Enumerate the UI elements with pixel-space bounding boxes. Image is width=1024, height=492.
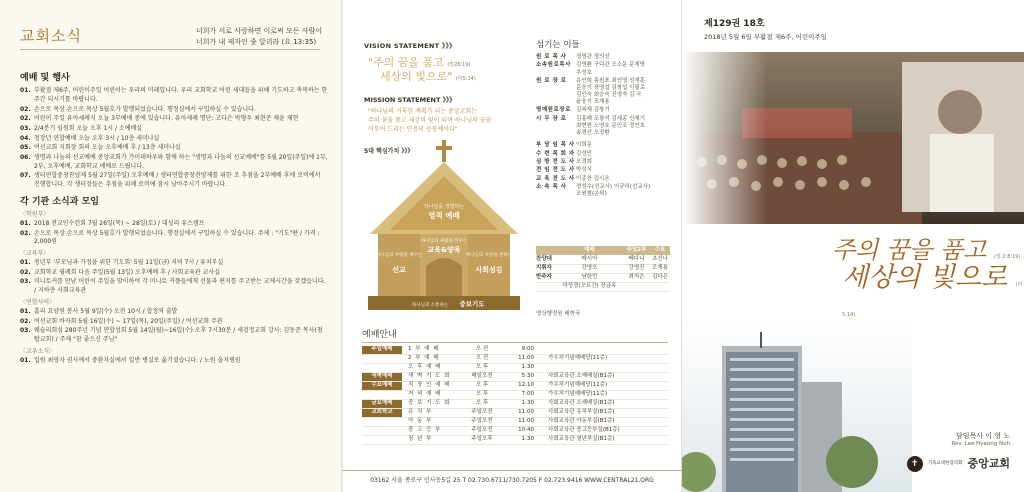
issue-number: 제129권 18호: [704, 19, 765, 29]
item-number: 03.: [20, 327, 31, 335]
item-number: 05.: [20, 144, 31, 152]
service-row: [362, 391, 668, 400]
duty-cell: 강영오: [556, 264, 623, 273]
service-category: 새벽예배: [362, 373, 402, 381]
duty-cell: [623, 282, 650, 291]
church-door: [426, 258, 462, 296]
service-place: 사회교육관 유치부실(B1층): [548, 409, 615, 416]
service-row: [362, 373, 668, 382]
core-values-heading: 5대 핵심가치 》》》: [364, 148, 414, 155]
news-item: [20, 318, 328, 327]
service-when: 주일오후: [471, 436, 493, 443]
denomination-label: 기독교대한감리회: [927, 460, 963, 466]
officer-role: 소속원로목사: [536, 62, 571, 69]
officer-row: [536, 116, 670, 137]
news-title: 교회소식: [20, 27, 82, 45]
service-row: [362, 355, 668, 364]
service-category: [362, 355, 402, 363]
service-category: [362, 418, 402, 426]
officer-role: 소 속 목 사: [536, 184, 567, 191]
service-name: 아 동 부: [408, 418, 433, 425]
service-name: 1 부 예 배: [408, 346, 440, 353]
mission-heading: MISSION STATEMENT 》》》: [364, 96, 456, 104]
left-label: 선교: [392, 266, 406, 274]
pastor-info: [951, 432, 1010, 449]
officer-role: 시 무 장 로: [536, 115, 567, 122]
vision-ref: (빌28:19): [447, 62, 471, 68]
officer-row: [536, 62, 670, 76]
item-text: 홈리 요양원 봉사 5월 9일(수) 오전 10시 / 합정역 출발: [34, 307, 178, 315]
news-item: [20, 106, 328, 115]
service-place: 사회교육관 소예배실(B1층): [548, 400, 615, 407]
officer-names: 김복재 김창기: [576, 107, 610, 114]
item-text: 어린이 주일 유아세례식 오늘 3부예배 중에 있습니다. 유아세례 명단: 고다은 박형우 최현준 채윤 채현: [34, 115, 299, 123]
officer-row: [536, 167, 670, 174]
group-label: 〈연합사역〉: [20, 298, 56, 306]
item-number: 01.: [20, 356, 31, 364]
officer-role: 교 육 전 도 사: [536, 175, 575, 182]
church-logo: [907, 456, 1010, 472]
item-number: 02.: [20, 115, 31, 123]
service-time: 5:30: [521, 373, 534, 380]
service-category: [362, 391, 402, 399]
duty-cell: 남한민: [556, 273, 623, 282]
service-time: 1:30: [521, 400, 534, 407]
service-row: [362, 382, 668, 391]
cover-slogan: [832, 237, 1024, 323]
cross-icon: [442, 140, 446, 162]
news-item: [20, 144, 328, 153]
news-item: [20, 308, 328, 317]
pastor-name: 담임목사 이 형 노: [955, 432, 1010, 440]
service-when: 주일오전: [471, 418, 493, 425]
officers-title: 섬기는 이들: [536, 40, 580, 50]
mid-sub: 하나님의 사람을 키우는: [420, 239, 468, 244]
service-row: [362, 427, 668, 436]
service-when: 주일오전: [471, 409, 493, 416]
service-when: 오 후: [475, 364, 489, 371]
officer-role: 심 방 전 도 사: [536, 158, 575, 165]
church-left: [378, 234, 420, 296]
service-row: [362, 418, 668, 427]
news-item: [20, 154, 328, 171]
news-item: [20, 357, 328, 366]
news-item: [20, 172, 328, 189]
officer-role: 전 임 전 도 사: [536, 167, 575, 174]
service-category: [362, 427, 402, 435]
service-place: 가우처기념예배당(11층): [548, 382, 608, 389]
news-item: [20, 87, 328, 104]
service-name: 2 부 예 배: [408, 355, 440, 362]
duty-cell: [650, 282, 670, 291]
duty-cell: 최지은: [623, 273, 650, 282]
service-place: 사회교육관 중고등부실(B1층): [548, 427, 620, 434]
duty-role: [536, 282, 556, 291]
duty-row: [536, 273, 670, 282]
service-time: 9:00: [521, 346, 534, 353]
item-text: 교회학교 월례회 다음 주일(5월 13일) 오후예배 후 / 사회교육관 교사실: [34, 268, 221, 276]
officer-role: 부 담 임 목 사: [536, 142, 575, 149]
duty-role: 찬양대: [536, 255, 556, 264]
service-name: 오 후 예 배: [408, 364, 442, 371]
item-text: 청년부 '부모님과 가정을 위한 기도회' 5월 11일(금) 저녁 7시 / 유치부실: [34, 259, 224, 267]
item-number: 04.: [20, 134, 31, 142]
mission-text: "하나님의 거룩한 계획가 되는 중앙교회는 주의 꿈을 품고 세상의 빛이 되며 하나님의 꿈을 이루어 드리는 믿음의 공동체이다": [368, 108, 492, 133]
vision-ref: (마5:14): [455, 76, 476, 83]
officer-names: 정영관 정의선: [576, 54, 610, 60]
service-place: 사회교육관 아동부실(B1층): [548, 418, 615, 425]
officer-names: 이종찬 김시온: [576, 175, 610, 182]
item-number: 07.: [20, 172, 31, 180]
news-item: [20, 327, 328, 344]
duty-cell: 김다은: [650, 273, 670, 282]
duty-note: 영상행정원 배현국: [536, 311, 581, 317]
service-when: 오 후: [475, 391, 489, 398]
verse: [196, 26, 336, 48]
service-name: 유 치 부: [408, 409, 433, 416]
duty-cell: 베다니: [623, 255, 650, 264]
item-number: 03.: [20, 278, 31, 286]
officer-role: 명예원로장로: [536, 107, 571, 114]
duty-role: 반주자: [536, 273, 556, 282]
service-row: [362, 364, 668, 373]
news-item: [20, 220, 328, 229]
contact-footer: 03162 서울 종로구 인사동5길 25 T 02.730.6711/730.7205 F 02.723.9416 WWW.CENTRAL21.ORG: [342, 470, 682, 492]
service-row: [362, 400, 668, 409]
officer-names: 이희문: [576, 142, 592, 149]
service-category: [362, 364, 402, 372]
service-when: 오 전: [475, 346, 489, 353]
item-text: 미니토커를 만남 어린이 주일을 맞이하여 각 미니토 커플들에게 선물과 편지를 주고받는 교제시간을 갖겠습니다. / 지하층 사회교육관: [34, 278, 326, 295]
news-item: [20, 269, 328, 278]
service-category: 수요예배: [362, 382, 402, 390]
pastor-name-en: Rev. Lee Hyeong Noh: [951, 441, 1010, 448]
vision-quote: [368, 56, 476, 85]
base-label: 중보기도: [459, 300, 485, 308]
service-place: 사회교육관 청년부실(B1층): [548, 436, 615, 443]
item-number: 06.: [20, 153, 31, 161]
item-text: 생명과 나눔의 선교예배 중앙교회가 가이데하우와 함께 하는 "생명과 나눔의 선교예배"를 5월 20일(주일)에 1부, 2부, 오후예배, 교회학교 예배로 드립니다.: [34, 153, 328, 170]
officer-names: 김홍배 조광석 김세종 신재기 최현원 노영호 문인조 정인호 송경선 오정환: [576, 115, 646, 136]
news-item: [20, 115, 328, 124]
vision-line: 세상의 빛으로": [380, 70, 453, 84]
service-row: [362, 409, 668, 418]
item-number: 01.: [20, 219, 31, 227]
duty-role: 지휘자: [536, 264, 556, 273]
officer-role: 원 로 장 로: [536, 77, 567, 84]
news-item: [20, 125, 328, 134]
officer-role: 수 련 목 회 자: [536, 150, 575, 157]
officer-row: [536, 107, 670, 114]
news-body: [20, 66, 328, 366]
group-label: 〈교우소식〉: [20, 347, 56, 355]
service-when: 오 후: [475, 400, 489, 407]
news-item: [20, 278, 328, 295]
duty-header: [536, 246, 556, 255]
slogan-line: 세상의 빛으로: [842, 262, 1008, 294]
duty-header: 수요: [650, 246, 670, 255]
fold-line: [341, 0, 343, 492]
news-item: [20, 135, 328, 144]
section-heading: 예배 및 행사: [20, 73, 70, 83]
service-when: 오 전: [475, 355, 489, 362]
duty-cell: 강영진: [623, 264, 650, 273]
officer-row: [536, 78, 670, 107]
officer-names: 박성식: [576, 167, 592, 174]
officer-row: [536, 184, 670, 198]
duty-cell: 조재용: [650, 264, 670, 273]
top-label: 영적 예배: [428, 211, 460, 220]
news-item: [20, 259, 328, 268]
service-when: 매일오전: [471, 373, 493, 380]
church-building-photo: [682, 322, 912, 492]
officer-row: [536, 54, 670, 61]
right-label: 사회섬김: [475, 266, 503, 274]
duty-row: [536, 282, 670, 291]
item-text: 부활절 제6주, 어린이주일 어린이는 우리의 미래입니다. 우리 교회학교 어린 세대들을 위해 기도하고 축복하는 한 주간 되시기를 바랍니다.: [34, 87, 328, 103]
duty-cell: 하성경(오르간) 장금옥: [556, 282, 623, 291]
methodist-cross-icon: ✝: [907, 456, 923, 472]
item-text: 여선교회 바자회 5월 16일(수) ~ 17일(목), 20일(주일) / 여선교회 주관: [34, 317, 223, 325]
verse-line: 너희가 서로 사랑하면 이로써 모든 사람이: [196, 27, 323, 35]
item-number: 02.: [20, 317, 31, 325]
verse-line: 너희가 내 제자인 줄 알리라 (요 13:35): [196, 38, 317, 47]
service-when: 오 후: [475, 382, 489, 389]
group-label: 〈학원부〉: [20, 210, 50, 218]
item-text: 2/4분기 임원회 오늘 오후 1시 / 소예배실: [34, 124, 143, 132]
service-category: [362, 436, 402, 444]
officer-names: 오경희: [576, 158, 592, 165]
service-time: 10:40: [518, 427, 534, 434]
section-heading: 각 기관 소식과 모임: [20, 196, 99, 207]
issue-date: 2018년 5월 6일 부활절 제6주, 어린이주일: [704, 33, 827, 41]
mid-label: 교육&양육: [427, 246, 461, 254]
service-name: 청 년 부: [408, 436, 433, 443]
item-number: 02.: [20, 105, 31, 113]
service-name: 중 고 등 부: [408, 427, 442, 434]
service-when: 주일오전: [471, 427, 493, 434]
item-text: 2018 전교인수련회 7월 26일(목) ~ 28일(토) / 대성리 유스캠프: [34, 219, 205, 227]
service-place: 사회교육관 소예배실(B1층): [548, 373, 615, 380]
officers-list: [536, 54, 670, 200]
vision-line: "주의 꿈을 품고: [368, 56, 444, 69]
church-diagram: [360, 138, 530, 318]
item-number: 03.: [20, 124, 31, 132]
item-number: 01.: [20, 259, 31, 267]
service-row: [362, 436, 668, 445]
right-sub: 하나님의 사랑을 전하는: [465, 253, 513, 258]
duty-cell: 초선나: [650, 255, 670, 264]
service-time: 11:00: [518, 409, 534, 416]
duty-table: [536, 246, 670, 292]
officer-row: [536, 159, 670, 166]
group-label: 〈교육부〉: [20, 250, 50, 257]
congregation-photo: [682, 52, 1024, 224]
service-time: 11:00: [518, 418, 534, 425]
slogan-line: 주의 꿈을 품고: [832, 236, 987, 264]
news-item: [20, 230, 328, 247]
officer-names: 김영환 구덕관 오소운 문계방 추성호: [576, 62, 646, 76]
item-text: 손으로 목상 손으로 목상 5월호가 발행되었습니다. 행정실에서 구입하실 수 있습니다.: [34, 105, 256, 113]
item-text: 여선교회 지회장 회의 오늘 오후예배 후 / 13층 세미나실: [34, 144, 181, 152]
officer-row: [536, 151, 670, 158]
officer-role: 원 로 목 사: [536, 54, 567, 60]
title-divider: [20, 49, 320, 50]
service-time: 1:30: [521, 364, 534, 371]
officer-names: 유인희 홍원표 최인영 성재훈 문웅기 장영섭 김창섭 이필로 김인숙 최승숙 진영자 김 국 윤웅기 조재용: [576, 77, 646, 106]
item-text: 웨슬리회심 280주년 기념 연합성회 5월 14일(월)~16일(수) 오후 7시30분 / 세검정교회 강사: 김동준 목사(첨탑교회) / 주제 "참 좋으신 주님": [34, 327, 323, 343]
vision-heading: VISION STATEMENT 》》》: [364, 42, 456, 50]
item-text: 손으로 목상 손으로 목상 5월호가 발행되었습니다. 행정실에서 구입하실 수 있습니다. 주제 : "기도"편 / 가격 : 2,000원: [34, 229, 320, 246]
officer-row: [536, 142, 670, 149]
service-time: 11:00: [518, 355, 534, 362]
service-name: 직 장 인 예 배: [408, 382, 451, 389]
service-name: 중 보 기 도 회: [408, 400, 451, 407]
item-number: 02.: [20, 229, 31, 237]
officer-names: 김성민: [576, 150, 592, 157]
service-category: 주일예배: [362, 346, 402, 354]
service-time: 7:00: [521, 391, 534, 398]
duty-cell: 메시아: [556, 255, 623, 264]
duty-header: 주일2부: [623, 246, 650, 255]
church-right: [468, 234, 510, 296]
service-place: 가우처기념예배당(11층): [548, 391, 608, 398]
slogan-ref: (빌 2:8:19): [994, 254, 1021, 260]
services-divider: [362, 342, 668, 343]
cross-bar: [436, 146, 452, 150]
service-row: [362, 346, 668, 355]
services-title: 예배안내: [362, 330, 397, 340]
duty-row: [536, 255, 670, 264]
duty-row: [536, 264, 670, 273]
officer-row: [536, 176, 670, 183]
item-number: 01.: [20, 307, 31, 315]
service-category: 금요예배: [362, 400, 402, 408]
church-name: 중앙교회: [967, 456, 1010, 470]
service-name: 저 녁 예 배: [408, 391, 442, 398]
service-time: 12:10: [518, 382, 534, 389]
service-name: 새 벽 기 도 회: [408, 373, 451, 380]
item-number: 02.: [20, 268, 31, 276]
top-sub: 하나님을 경험하는: [423, 204, 465, 210]
officer-names: 정성수(선교사) 이규하(선교사) 조원철(은퇴): [576, 184, 651, 198]
service-time: 1:30: [521, 436, 534, 443]
service-place: 가우처기념예배당(11층): [548, 355, 608, 362]
item-text: 청장년 연합예배 오늘 오후 3시 / 10층 세미나실: [34, 134, 160, 142]
services-table: [362, 346, 668, 445]
item-text: 생터연합중창찬양제 5월 27일(주일) 오후예배 / 생터연합중창찬양제를 위한 조 추첨을 2부예배 후에 로비에서 진행합니다. 각 생터장들은 추첨을 위해 로비에 잠시 남아주시기 바랍니다.: [34, 172, 321, 189]
item-number: 01.: [20, 87, 31, 95]
duty-header: 예배: [556, 246, 623, 255]
slogan-ref: (마 5:14): [842, 282, 1023, 319]
service-category: 교회학교: [362, 409, 402, 417]
base-sub: 하나님과 소통하는: [411, 303, 449, 308]
left-sub: 하나님의 사람을 세우는: [375, 253, 423, 258]
item-text: 입원 최영자 권사께서 중환자실에서 일반 병실로 옮기셨습니다. / 노원 을지병원: [34, 356, 241, 364]
